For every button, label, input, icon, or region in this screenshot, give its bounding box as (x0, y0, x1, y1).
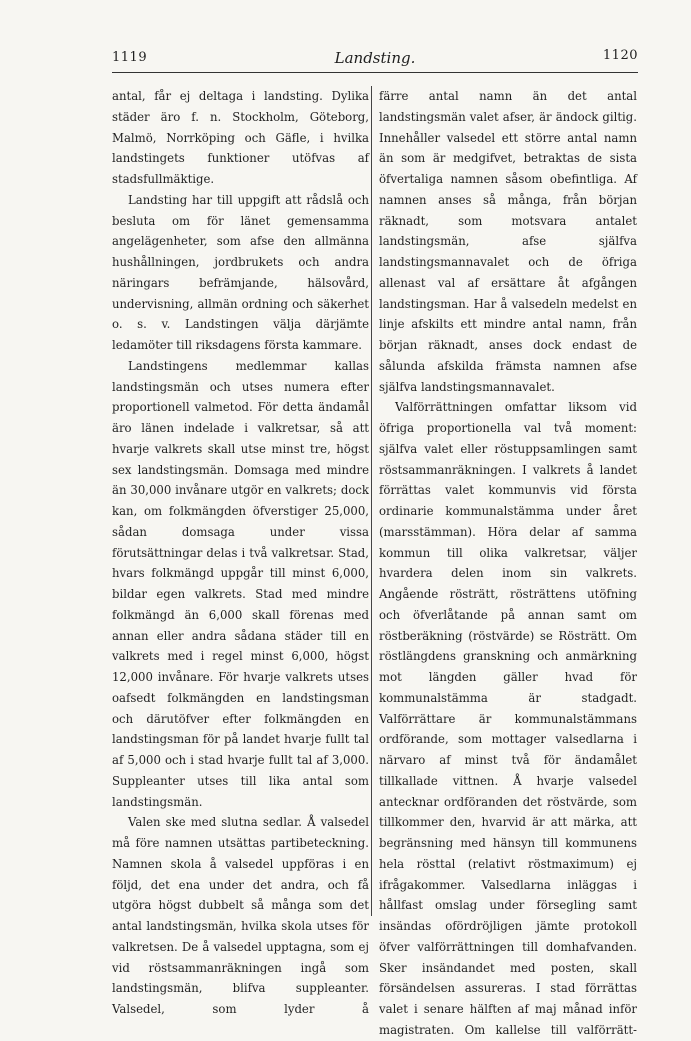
paragraph: färre antal namn än det antal landstingsmän valet afser, är ändock giltig. Innehåller valsedel ett större antal namn än som är medgifvet, betraktas de sista öfvertaliga namnen såsom obefintliga. Af namnen anses så många, från början räknadt, som motsvara antalet landstingsmän, afse själfva landstingsmannavalet och de öfriga allenast val af ersättare åt afgången landstingsman. Har å valsedeln medelst en linje afskilts ett mindre antal namn, från början räknadt, anses dock endast de sålunda afskilda främsta namnen afse själfva landstingsmannavalet. (379, 89, 637, 394)
page-number-right: 1120 (602, 48, 638, 63)
right-column (379, 86, 637, 1041)
left-column (112, 86, 369, 1020)
column-divider (371, 86, 372, 916)
paragraph: antal, får ej deltaga i landsting. Dylika städer äro f. n. Stockholm, Göteborg, Malmö, Norrköping och Gäfle, i hvilka landstingets funktioner utöfvas af stadsfullmäktige. (112, 89, 369, 186)
page-number-left: 1119 (112, 50, 148, 65)
running-title: Landsting. (334, 49, 416, 67)
page-header (112, 46, 638, 73)
paragraph: Valen ske med slutna sedlar. Å valsedel må före namnen utsättas partibeteckning. Namnen skola å valsedel uppföras i en följd, det ena under det andra, och få utgöra högst dubbelt så många som det antal landstingsmän, hvilka skola utses för valkretsen. De å valsedel upptagna, som ej vid röstsammanräkningen ingå som landstingsmän, blifva suppleanter. Valsedel, som lyder å (112, 815, 369, 1016)
paragraph: Landstingens medlemmar kallas landstingsmän och utses numera efter proportionell valmetod. För detta ändamål äro länen indelade i valkretsar, så att hvarje valkrets skall utse minst tre, högst sex landstingsmän. Domsaga med mindre än 30,000 invånare utgör en valkrets; dock kan, om folkmängden öfverstiger 25,000, sådan domsaga under vissa förutsättningar delas i två valkretsar. Stad, hvars folkmängd uppgår till minst 6,000, bildar egen valkrets. Stad med mindre folkmängd än 6,000 skall förenas med annan eller andra sådana städer till en valkrets med i regel minst 6,000, högst 12,000 invånare. För hvarje valkrets utses oafsedt folkmängden en landstingsman och därutöfver efter folkmängden en landstingsman för på landet hvarje fullt tal af 5,000 och i stad hvarje fullt tal af 3,000. Suppleanter utses till lika antal som landstingsmän. (112, 358, 369, 809)
paragraph: Valförrättningen omfattar liksom vid öfriga proportionella val två moment: själfva valet eller röstuppsamlingen samt röstsammanräkningen. I valkrets å landet förrättas valet kommunvis vid första ordinarie kommunalstämma under året (marsstämman). Höra delar af samma kommun till olika valkretsar, väljer hvardera delen inom sin valkrets. Angående rösträtt, rösträttens utöfning och öfverlåtande på annan samt om röstberäkning (röstvärde) se Rösträtt. Om röstlängdens granskning och anmärkning mot längden gäller hvad för kommunalstämma är stadgadt. Valförrättare är kommunalstämmans ordförande, som mottager valsedlarna i närvaro af minst två för ändamålet tillkallade vittnen. Å hvarje valsedel antecknar ordföranden det röstvärde, som tillkommer den, hvarvid är att märka, att begränsning med hänsyn till kommunens hela rösttal (relativt röstmaximum) ej ifrågakommer. Valsedlarna inläggas i hållfast omslag under försegling samt insändas ofördröjligen jämte protokoll öfver valförrättningen till domhafvanden. Sker insändandet med posten, skall försändelsen assureras. I stad förrättas valet i senare hälften af maj månad inför magistraten. Om kallelse till valförrätt- (379, 400, 637, 1037)
paragraph: Landsting har till uppgift att rådslå och besluta om för länet gemensamma angelägenheter, som afse den allmänna hushållningen, jordbrukets och andra näringars befrämjande, hälsovård, undervisning, allmän ordning och säkerhet o. s. v. Landstingen välja därjämte ledamöter till riksdagens första kammare. (112, 192, 369, 352)
